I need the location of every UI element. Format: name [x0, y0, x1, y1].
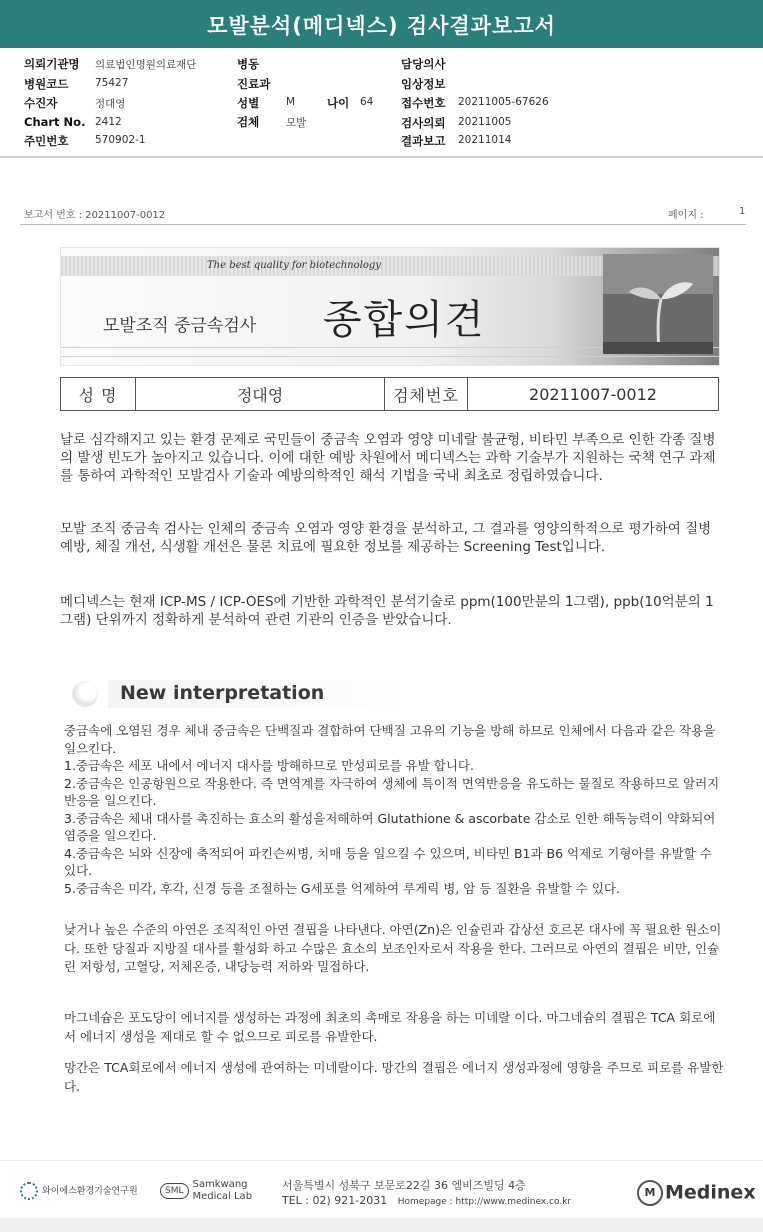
- footer-phone: TEL : 02) 921-2031: [282, 1194, 388, 1207]
- ys-institute-logo: [20, 1182, 138, 1200]
- field-label: 결과보고: [401, 134, 446, 148]
- field-value: M: [286, 96, 296, 108]
- specimen-value: 20211007-0012: [468, 378, 719, 411]
- medinex-brand: Medinex: [665, 1181, 756, 1204]
- banner-tagline: The best quality for biotechnology: [207, 260, 381, 271]
- interpretation-line: 5.중금속은 미각, 후각, 신경 등을 조절하는 G세포를 억제하여 루게릭 병, 암 등 질환을 유발할 수 있다.: [64, 880, 620, 896]
- banner-subtitle: 모발조직 중금속검사: [103, 316, 257, 336]
- field-label: 주민번호: [24, 134, 69, 148]
- field-label: 임상정보: [401, 77, 446, 91]
- ys-institute-name: 와이에스환경기술연구원: [42, 1186, 138, 1197]
- sml-badge: SML: [160, 1183, 189, 1199]
- footer-address: 서울특별시 성북구 보문로22길 36 엠비즈빌딩 4층: [282, 1179, 526, 1192]
- interpretation-line: 1.중금속은 세포 내에서 에너지 대사를 방해하므로 만성피로를 유발 합니다.: [64, 758, 474, 773]
- field-label: Chart No.: [24, 115, 86, 129]
- intro-text: 날로 심각해지고 있는 환경 문제로 국민들이 중금속 오염과 영양 미네랄 불균형, 비타민 부족으로 인한 각종 질병의 발생 빈도가 높아지고 있습니다. 이에 대한 예방 차원에서 메디넥스는 과학 기술부가 지원하는 국책 연구 과제를 통하여 과학적인 모발검사 기술과 예방의학적인 해석 기법을 국내 최초로 정립하였습니다.: [60, 432, 716, 484]
- field-label: 진료과: [237, 77, 271, 91]
- footer-address-block: [282, 1178, 571, 1210]
- zinc-text: 낮거나 높은 수준의 아연은 조직적인 아연 결핍을 나타낸다. 아연(Zn)은 인슐린과 갑상선 호르몬 대사에 꼭 필요한 원소이다. 또한 당질과 지방질 대사를 활성화 하고 수많은 효소의 보조인자로서 작용을 한다. 그러므로 아연의 결핍은 비만, 인슐린 저항성, 고혈당, 저체온증, 내당능력 저하와 밀접하다.: [64, 922, 722, 974]
- banner-title: 종합의견: [323, 297, 486, 343]
- interpretation-line: 4.중금속은 뇌와 신장에 축적되어 파킨슨씨병, 치매 등을 일으킬 수 있으며, 비타민 B1과 B6 억제로 기형아를 유발할 수 있다.: [64, 845, 712, 878]
- samkwang-name: Samkwang: [192, 1179, 248, 1190]
- magnesium-section: [64, 1009, 724, 1046]
- footer-divider: [0, 1160, 763, 1161]
- field-label: 의뢰기관명: [24, 57, 80, 71]
- magnesium-text: 마그네슘은 포도당이 에너지를 생성하는 과정에 최초의 촉매로 작용을 하는 미네랄 이다. 마그네슘의 결핍은 TCA 회로에서 에너지 생성을 제대로 할 수 없으므로 피로를 유발한다.: [64, 1010, 716, 1044]
- page-number: 1: [739, 206, 746, 217]
- field-label: 수진자: [24, 96, 58, 110]
- header-divider: [0, 156, 763, 158]
- field-value: 20211014: [458, 134, 512, 146]
- sprout-image: [603, 254, 713, 354]
- interpretation-heading: [72, 676, 492, 712]
- name-label: 성 명: [61, 378, 136, 411]
- intro-paragraph-1: [60, 431, 725, 485]
- manganese-text: 망간은 TCA회로에서 에너지 생성에 관여하는 미네랄이다. 망간의 결핍은 에너지 생성과정에 영향을 주므로 피로를 유발한다.: [64, 1060, 724, 1094]
- field-value: 정대영: [95, 98, 126, 110]
- field-label: 접수번호: [401, 96, 446, 110]
- report-title: 모발분석(메디넥스) 검사결과보고서: [207, 14, 556, 38]
- field-value: 20211005: [458, 116, 512, 128]
- field-label: 검체: [237, 115, 260, 129]
- field-label: 병동: [237, 57, 260, 71]
- intro-paragraph-3: [60, 593, 725, 629]
- field-label: 담당의사: [401, 57, 446, 71]
- field-label: 병원코드: [24, 77, 69, 91]
- interpretation-body: [64, 722, 724, 897]
- specimen-label: 검체번호: [385, 378, 468, 411]
- manganese-section: [64, 1059, 724, 1096]
- bottom-strip: [0, 1218, 763, 1232]
- footer-homepage: Homepage : http://www.medinex.co.kr: [397, 1197, 572, 1207]
- intro-paragraph-2: [60, 520, 725, 556]
- medinex-logo: [637, 1180, 756, 1206]
- interpretation-line: 3.중금속은 체내 대사를 촉진하는 효소의 활성을저해하여 Glutathione & ascorbate 감소로 인한 해독능력이 약화되어 염증을 일으킨다.: [64, 810, 716, 843]
- field-value: 75427: [95, 77, 129, 89]
- moon-icon: [72, 681, 98, 707]
- name-value: 정대영: [136, 378, 385, 411]
- interpretation-line: 중금속에 오염된 경우 체내 중금속은 단백질과 결합하여 단백질 고유의 기능을 방해 하므로 인체에서 다음과 같은 작용을 일으킨다.: [64, 723, 716, 756]
- samkwang-sub: Medical Lab: [192, 1191, 253, 1202]
- field-value: 20211005-67626: [458, 96, 549, 108]
- zinc-section: [64, 921, 724, 977]
- field-label: 나이: [327, 96, 350, 110]
- samkwang-logo: [160, 1179, 252, 1203]
- medinex-mark-icon: M: [637, 1180, 663, 1206]
- meta-divider: [20, 224, 746, 225]
- intro-text: 메디넥스는 현재 ICP-MS / ICP-OES에 기반한 과학적인 분석기술로 ppm(100만분의 1그램), ppb(10억분의 1그램) 단위까지 정확하게 분석하여 관련 기관의 인증을 받았습니다.: [60, 594, 714, 628]
- interpretation-title: New interpretation: [120, 682, 325, 704]
- page-label: 페이지 :: [668, 210, 704, 221]
- field-value: 모발: [286, 117, 307, 129]
- ys-logo-icon: [20, 1182, 38, 1200]
- summary-banner: [60, 247, 720, 366]
- report-title-bar: [0, 0, 763, 48]
- interpretation-line: 2.중금속은 인공항원으로 작용한다. 즉 면역계를 자극하여 생체에 특이적 면역반응을 유도하는 물질로 작용하므로 알러지 반응을 일으킨다.: [64, 775, 720, 808]
- intro-text: 모발 조직 중금속 검사는 인체의 중금속 오염과 영양 환경을 분석하고, 그 결과를 영양의학적으로 평가하여 질병 예방, 체질 개선, 식생활 개선은 물론 치료에 필요한 정보를 제공하는 Screening Test입니다.: [60, 521, 712, 555]
- field-value: 570902-1: [95, 134, 146, 146]
- field-label: 검사의뢰: [401, 116, 446, 130]
- field-value: 2412: [95, 116, 122, 128]
- patient-id-table: [60, 377, 719, 411]
- field-value: 의료법인명원의료재단: [95, 59, 197, 71]
- field-value: 64: [360, 96, 374, 108]
- field-label: 성별: [237, 96, 260, 110]
- patient-info-header: [0, 52, 763, 152]
- report-number: 보고서 번호 : 20211007-0012: [24, 210, 166, 221]
